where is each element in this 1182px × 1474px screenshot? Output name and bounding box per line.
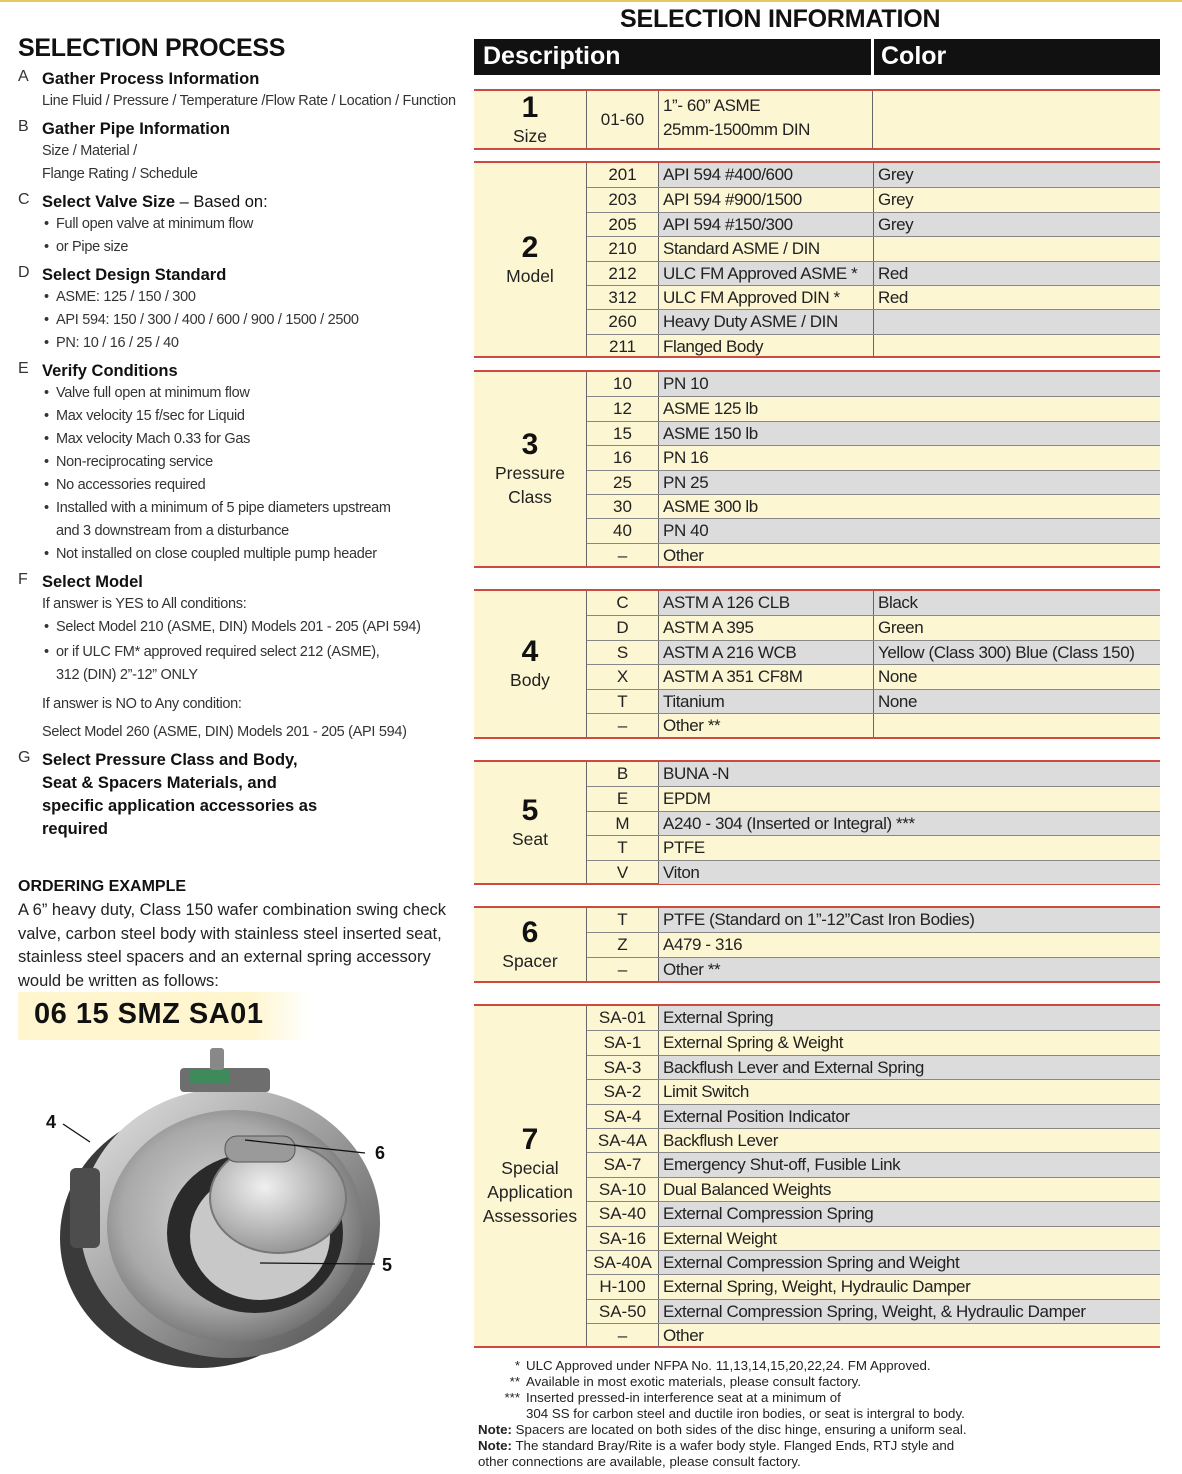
table-row [587, 762, 1160, 786]
footnote-text: ULC Approved under NFPA No. 11,13,14,15,20,22,24. FM Approved. [526, 1358, 931, 1373]
valve-lug [70, 1168, 100, 1248]
color-cell: Grey [873, 188, 1160, 211]
step-sub: If answer is YES to All conditions: [42, 596, 247, 612]
section-number: 2 [521, 230, 539, 264]
section-model [474, 161, 1160, 358]
step-b [18, 118, 463, 186]
footnote [478, 1358, 1168, 1374]
step-letter: E [18, 360, 29, 377]
description-cell: EPDM [663, 789, 711, 809]
code-cell: E [587, 787, 659, 810]
table-row [587, 236, 1160, 260]
description-cell: ASTM A 216 WCB [659, 641, 873, 664]
footnote [478, 1390, 1168, 1406]
description-cell: PN 16 [663, 448, 709, 468]
header-description: Description [483, 42, 621, 70]
description-cell: External Position Indicator [659, 1105, 1160, 1128]
section-name: Spacer [502, 950, 558, 971]
code-cell: SA-10 [587, 1178, 659, 1201]
code-cell: 211 [587, 335, 659, 358]
section-number: 7 [521, 1123, 539, 1156]
description-cell: A240 - 304 (Inserted or Integral) *** [659, 812, 1160, 835]
section-name: Class [508, 487, 552, 507]
table-row [587, 1030, 1160, 1054]
description-cell: External Spring & Weight [663, 1033, 844, 1053]
table-row [587, 640, 1160, 664]
code-cell: SA-50 [587, 1300, 659, 1323]
table-row [587, 163, 1160, 187]
note-label: Note: [478, 1422, 512, 1437]
code-cell: H-100 [587, 1275, 659, 1298]
step-title: Verify Conditions [42, 362, 178, 380]
footnote-mark: *** [504, 1390, 520, 1405]
step-a [18, 68, 463, 113]
bullet: • Max velocity 15 f/sec for Liquid [42, 405, 463, 428]
description-cell: ASTM A 351 CF8M [663, 667, 803, 687]
section-number: 6 [521, 915, 539, 949]
color-cell: Grey [873, 213, 1160, 236]
step-letter: F [18, 571, 28, 588]
table-row [587, 1177, 1160, 1201]
bullet-continuation: 312 (DIN) 2”-12” ONLY [56, 667, 198, 683]
step-g [18, 749, 463, 841]
color-cell [873, 237, 1160, 260]
section-size [474, 89, 1160, 150]
bullet: • ASME: 125 / 150 / 300 [42, 286, 463, 309]
description-cell: API 594 #400/600 [659, 163, 873, 187]
bullet: • Installed with a minimum of 5 pipe diameters upstream [42, 497, 463, 520]
valve-hinge [225, 1136, 295, 1162]
step-title: Select Design Standard [42, 266, 227, 284]
section-body [474, 589, 1160, 739]
selection-process-heading: SELECTION PROCESS [18, 34, 286, 62]
description-cell: Other ** [663, 715, 721, 735]
code-cell: 12 [587, 397, 659, 420]
description-cell: Titanium [659, 690, 873, 713]
table-row [587, 908, 1160, 932]
table-row [587, 1250, 1160, 1274]
table-row [587, 1152, 1160, 1176]
step-letter: G [18, 749, 31, 766]
step-sub: Size / Material / [42, 143, 137, 159]
table-row [587, 1055, 1160, 1079]
note-text: The standard Bray/Rite is a wafer body style. Flanged Ends, RTJ style and [511, 1438, 955, 1453]
valve-illustration [30, 1048, 420, 1368]
color-cell [873, 91, 1160, 148]
note-label: Note: [478, 1438, 512, 1453]
color-cell [873, 714, 1160, 737]
description-cell: Heavy Duty ASME / DIN [659, 310, 873, 333]
section-name: Assessories [482, 1206, 578, 1226]
description-cell: Limit Switch [663, 1082, 749, 1102]
description-cell: ASTM A 126 CLB [659, 591, 873, 615]
bullet-continuation: and 3 downstream from a disturbance [56, 523, 289, 539]
table-row [587, 1104, 1160, 1128]
color-cell: None [873, 690, 1160, 713]
code-cell: 260 [587, 310, 659, 333]
section-label [474, 91, 586, 148]
section-name: Special [501, 1158, 559, 1178]
footnote-text: Available in most exotic materials, please consult factory. [526, 1374, 862, 1389]
step-title-line: Seat & Spacers Materials, and [42, 774, 277, 792]
color-cell: Red [873, 262, 1160, 285]
code-cell: 212 [587, 262, 659, 285]
table-row [587, 786, 1160, 810]
description-cell: Dual Balanced Weights [663, 1179, 832, 1199]
section-number: 1 [521, 90, 539, 124]
color-cell: Yellow (Class 300) Blue (Class 150) [873, 641, 1160, 664]
description-cell: PN 25 [659, 471, 1160, 494]
table-row [587, 713, 1160, 737]
bullet: • Select Model 210 (ASME, DIN) Models 201 - 205 (API 594) [42, 616, 463, 639]
bullet: • Full open valve at minimum flow [42, 213, 463, 236]
code-cell: – [587, 544, 659, 567]
step-letter: D [18, 264, 30, 281]
description-cell [659, 91, 873, 148]
code-cell: SA-3 [587, 1056, 659, 1079]
table-row [587, 811, 1160, 835]
description-cell: Other ** [659, 958, 1160, 981]
code-cell: T [587, 908, 659, 932]
section-name: Application [487, 1182, 573, 1202]
section-label [474, 908, 586, 981]
code-cell: SA-4 [587, 1105, 659, 1128]
step-d [18, 264, 463, 355]
table-header [474, 39, 1160, 75]
color-cell: Red [873, 286, 1160, 309]
description-cell: PN 10 [659, 372, 1160, 396]
code-cell: SA-40 [587, 1202, 659, 1225]
description-cell: External Compression Spring [659, 1202, 1160, 1225]
step-sub: Select Model 260 (ASME, DIN) Models 201 - 205 (API 594) [42, 724, 407, 740]
description-cell: API 594 #900/1500 [663, 190, 802, 210]
section-name: Model [506, 265, 554, 286]
table-row [587, 1201, 1160, 1225]
code-cell: – [587, 1324, 659, 1347]
table-row [587, 494, 1160, 518]
description-cell: ASME 125 lb [663, 399, 758, 419]
code-cell: M [587, 812, 659, 835]
table-row [587, 285, 1160, 309]
valve-stem [210, 1048, 224, 1070]
header-color: Color [881, 42, 947, 70]
table-row [587, 957, 1160, 981]
step-title-suffix: – Based on: [175, 193, 268, 211]
step-letter: A [18, 68, 29, 85]
table-row [587, 91, 1160, 148]
code-cell: – [587, 958, 659, 981]
bullet: • Max velocity Mach 0.33 for Gas [42, 428, 463, 451]
ordering-example-heading: ORDERING EXAMPLE [18, 878, 187, 895]
color-cell: Green [873, 616, 1160, 639]
code-cell: D [587, 616, 659, 639]
step-title: Gather Process Information [42, 70, 260, 88]
header-separator [871, 39, 874, 75]
table-row [587, 543, 1160, 567]
bullet: • PN: 10 / 16 / 25 / 40 [42, 332, 463, 355]
bullet: • or if ULC FM* approved required select 212 (ASME), [42, 641, 463, 664]
code-cell: V [587, 861, 659, 884]
step-title-line: required [42, 820, 109, 838]
callout-4: 4 [46, 1112, 57, 1132]
description-cell: PTFE (Standard on 1”-12”Cast Iron Bodies) [659, 908, 1160, 932]
step-title-main: Select Valve Size [42, 193, 176, 211]
ordering-code: 06 15 SMZ SA01 [34, 998, 264, 1030]
footnotes [478, 1358, 1168, 1470]
selection-information-heading: SELECTION INFORMATION [620, 5, 941, 33]
selection-process-column [18, 34, 463, 841]
step-c [18, 191, 463, 259]
footnote-text: 304 SS for carbon steel and ductile iron bodies, or seat is intergral to body. [526, 1406, 965, 1421]
description-cell: ULC FM Approved ASME * [659, 262, 873, 285]
section-label [474, 163, 586, 356]
description-cell: Viton [659, 861, 1160, 884]
code-cell: 15 [587, 422, 659, 445]
section-number: 4 [521, 635, 539, 668]
description-cell: PTFE [663, 838, 705, 858]
footnote-mark [478, 1406, 526, 1422]
bullet: • API 594: 150 / 300 / 400 / 600 / 900 / 1500 / 2500 [42, 309, 463, 332]
table-row [587, 421, 1160, 445]
color-cell: Grey [873, 163, 1160, 187]
code-cell: 312 [587, 286, 659, 309]
section-label [474, 591, 586, 737]
top-rule [0, 0, 1182, 2]
table-row [587, 615, 1160, 639]
description-cell: PN 40 [659, 519, 1160, 542]
code-cell: 201 [587, 163, 659, 187]
code-cell: 40 [587, 519, 659, 542]
section-rows [587, 1006, 1160, 1347]
section-number: 5 [521, 793, 539, 827]
code-cell: 203 [587, 188, 659, 211]
step-e [18, 360, 463, 566]
section-name: Size [512, 125, 548, 146]
footnote-mark: * [514, 1358, 520, 1373]
callout-6: 6 [375, 1143, 386, 1163]
section-number: 3 [521, 428, 539, 461]
section-name: Body [510, 670, 550, 690]
description-cell: ULC FM Approved DIN * [663, 287, 840, 307]
code-cell: 205 [587, 213, 659, 236]
description-cell: Emergency Shut-off, Fusible Link [659, 1153, 1160, 1176]
code-cell: 01-60 [587, 91, 659, 148]
step-title-line: specific application accessories as [42, 797, 318, 815]
step-title [42, 191, 463, 213]
description-line: 25mm-1500mm DIN [663, 120, 811, 139]
section-special-application-accessories [474, 1004, 1160, 1348]
step-sub: If answer is NO to Any condition: [42, 696, 242, 712]
step-letter: C [18, 191, 30, 208]
code-cell: 25 [587, 471, 659, 494]
section-label [474, 372, 586, 566]
description-cell: Standard ASME / DIN [663, 239, 820, 259]
description-cell: A479 - 316 [663, 935, 743, 955]
description-cell: Backflush Lever and External Spring [659, 1056, 1160, 1079]
table-row [587, 1274, 1160, 1298]
table-row [587, 470, 1160, 494]
section-rows [587, 372, 1160, 567]
table-row [587, 1226, 1160, 1250]
ordering-example-text: A 6” heavy duty, Class 150 wafer combination swing check valve, carbon steel body with stainless steel inserted seat, stainless steel spacers and an external spring accessory would be written as follows: [18, 901, 446, 990]
color-cell: None [873, 665, 1160, 688]
section-spacer [474, 906, 1160, 983]
footnote-mark: ** [509, 1374, 520, 1389]
step-letter: B [18, 118, 29, 135]
code-cell: B [587, 762, 659, 786]
code-cell: – [587, 714, 659, 737]
code-cell: SA-01 [587, 1006, 659, 1030]
table-row [587, 187, 1160, 211]
code-cell: SA-4A [587, 1129, 659, 1152]
table-row [587, 860, 1160, 884]
description-cell: External Compression Spring, Weight, & Hydraulic Damper [659, 1300, 1160, 1323]
table-row [587, 212, 1160, 236]
step-sub: Line Fluid / Pressure / Temperature /Flow Rate / Location / Function [42, 93, 456, 109]
step-title-line: Select Pressure Class and Body, [42, 751, 298, 769]
section-seat [474, 760, 1160, 885]
section-name: Pressure [494, 463, 566, 483]
description-line: 1”- 60” ASME [663, 96, 761, 115]
note-body-style [478, 1438, 1168, 1454]
section-rows [587, 591, 1160, 737]
step-title: Select Model [42, 573, 143, 591]
code-cell: Z [587, 933, 659, 956]
code-cell: 16 [587, 446, 659, 469]
code-cell: SA-16 [587, 1227, 659, 1250]
code-cell: 30 [587, 495, 659, 518]
section-rows [587, 91, 1160, 148]
description-cell: External Spring, Weight, Hydraulic Damper [663, 1277, 971, 1297]
bullet: • or Pipe size [42, 236, 463, 259]
table-row [587, 664, 1160, 688]
table-row [587, 591, 1160, 615]
description-cell: External Spring [659, 1006, 1160, 1030]
table-row [587, 334, 1160, 358]
section-rows [587, 762, 1160, 884]
table-row [587, 445, 1160, 469]
section-rows [587, 908, 1160, 981]
code-cell: S [587, 641, 659, 664]
bullet: • No accessories required [42, 474, 463, 497]
valve-tag [190, 1070, 230, 1084]
code-cell: T [587, 690, 659, 713]
description-cell: Other [663, 1326, 704, 1346]
table-row [587, 1079, 1160, 1103]
description-cell: External Compression Spring and Weight [659, 1251, 1160, 1274]
table-row [587, 689, 1160, 713]
table-row [587, 309, 1160, 333]
section-label [474, 762, 586, 883]
code-cell: SA-7 [587, 1153, 659, 1176]
footnote [478, 1374, 1168, 1390]
color-cell: Black [873, 591, 1160, 615]
section-name: Seat [512, 828, 548, 849]
description-cell: ASME 300 lb [663, 496, 758, 516]
table-row [587, 1299, 1160, 1323]
section-pressure-class [474, 370, 1160, 568]
footnote-text: Inserted pressed-in interference seat at a minimum of [526, 1390, 841, 1405]
table-row [587, 1323, 1160, 1347]
description-cell: API 594 #150/300 [659, 213, 873, 236]
code-cell: T [587, 836, 659, 859]
bullet: • Not installed on close coupled multiple pump header [42, 543, 463, 566]
table-row [587, 835, 1160, 859]
description-cell: External Weight [663, 1228, 777, 1248]
bullet: • Valve full open at minimum flow [42, 382, 463, 405]
note-text: Spacers are located on both sides of the disc hinge, ensuring a uniform seal. [511, 1422, 967, 1437]
description-cell: ASTM A 395 [663, 618, 754, 638]
description-cell: Backflush Lever [663, 1130, 778, 1150]
table-row [587, 1006, 1160, 1030]
code-cell: X [587, 665, 659, 688]
table-row [587, 932, 1160, 956]
footnote [478, 1406, 1168, 1422]
description-cell: Flanged Body [663, 336, 764, 356]
callout-5: 5 [382, 1255, 393, 1275]
section-label [474, 1006, 586, 1346]
code-cell: C [587, 591, 659, 615]
table-row [587, 518, 1160, 542]
code-cell: SA-40A [587, 1251, 659, 1274]
table-row [587, 1128, 1160, 1152]
description-cell: ASME 150 lb [659, 422, 1160, 445]
color-cell [873, 310, 1160, 333]
note-spacers [478, 1422, 1168, 1438]
table-row [587, 396, 1160, 420]
step-f [18, 571, 463, 744]
code-cell: SA-2 [587, 1080, 659, 1103]
code-cell: 210 [587, 237, 659, 260]
note-continuation: other connections are available, please consult factory. [478, 1454, 801, 1469]
description-cell: BUNA -N [659, 762, 1160, 786]
color-cell [873, 335, 1160, 358]
callout-line-4 [63, 1124, 90, 1142]
code-cell: 10 [587, 372, 659, 396]
description-cell: Other [663, 545, 704, 565]
code-cell: SA-1 [587, 1031, 659, 1054]
bullet: • Non-reciprocating service [42, 451, 463, 474]
table-row [587, 261, 1160, 285]
step-sub: Flange Rating / Schedule [42, 166, 198, 182]
section-rows [587, 163, 1160, 358]
step-title: Gather Pipe Information [42, 120, 230, 138]
table-row [587, 372, 1160, 396]
